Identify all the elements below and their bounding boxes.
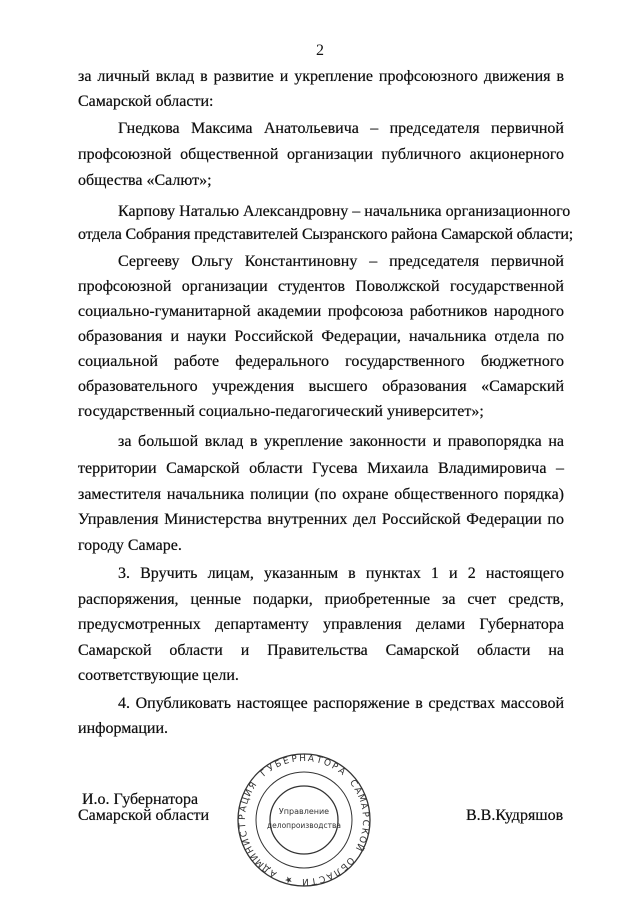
stamp-ring-char: ★ (283, 873, 294, 885)
text-line: территории Самарской области Гусева Михаила Владимировича – (78, 460, 564, 477)
stamp-ring-char: Р (290, 754, 298, 766)
text-line: информации. (78, 720, 169, 737)
stamp-ring-char: С (347, 778, 359, 790)
stamp-ring-char: Р (329, 761, 340, 773)
stamp-center-line1: Управление (278, 807, 330, 816)
text-line: профсоюзной общественной организации публичного акционерного (78, 146, 564, 163)
stamp-ring-char: И (248, 850, 262, 862)
text-line: государственный социально-педагогический университет»; (78, 403, 484, 420)
stamp-ring-char: С (238, 829, 251, 838)
stamp-ring-char: А (238, 805, 250, 813)
stamp-center-line2: делопроизводства (266, 821, 341, 830)
text-line: соответствующие цели. (78, 667, 239, 684)
stamp-ring-char: Т (238, 822, 249, 829)
text-line: отдела Собрания представителей Сызранского района Самарской области; (78, 226, 573, 243)
stamp-ring-char: Р (359, 811, 370, 818)
text-line: предусмотренных департаменту управления делами Губернатора (78, 616, 564, 633)
stamp-ring-char: Р (237, 814, 249, 821)
stamp-ring-char: Б (273, 758, 284, 771)
text-line: социальной работе федерального государственного бюджетного (78, 353, 564, 370)
page-number: 2 (316, 42, 324, 59)
stamp-ring-char: И (243, 787, 256, 799)
stamp-ring-char: Н (299, 753, 307, 765)
stamp-ring-char: А (307, 754, 315, 765)
text-line: 4. Опубликовать настоящее распоряжение в средствах массовой (118, 695, 564, 712)
stamp-ring-char: А (268, 866, 279, 879)
text-line: профсоюзной организации студентов Поволжской государственной (78, 278, 564, 295)
stamp-ring-char: А (324, 869, 335, 882)
text-line: городу Самаре. (78, 537, 182, 554)
stamp-ring-char: Л (331, 865, 343, 878)
stamp-ring-char: Й (352, 841, 365, 853)
text-line: Карпову Наталью Александровну – начальника организационного (118, 203, 571, 220)
stamp-ring-char: К (358, 826, 370, 836)
signatory-position-line1: И.о. Губернатора (82, 791, 199, 808)
stamp-ring-char: Д (260, 862, 273, 875)
text-line: образовательного учреждения высшего образования «Самарский (78, 378, 564, 395)
text-line: Самарской области и Правительства Самарской области на (78, 642, 564, 659)
text-line: заместителя начальника полиции (по охране общественного порядка) (78, 486, 564, 503)
stamp-ring-char: А (357, 802, 369, 811)
stamp-ring-char: О (321, 757, 333, 770)
text-line: за большой вклад в укрепление законности и правопорядка на (118, 433, 564, 450)
stamp-ring-char: Т (315, 755, 324, 767)
text-line: 3. Вручить лицам, указанным в пунктах 1 и 2 настоящего (118, 565, 564, 582)
stamp-ring-char: О (343, 854, 356, 867)
text-line: Самарской области: (78, 93, 214, 110)
stamp-ring-char: И (241, 836, 253, 847)
text-line: распоряжения, ценные подарки, приобретенные за счет средств, (78, 591, 564, 608)
stamp-ring-char: А (335, 765, 347, 778)
text-line: Гнедкова Максима Анатольевича – председателя первичной (118, 120, 564, 137)
stamp-ring-char: Б (337, 860, 350, 873)
stamp-ring-char: С (359, 819, 371, 827)
text-line: Сергееву Ольгу Константиновну – председателя первичной (118, 253, 564, 270)
signatory-name: В.В.Кудряшов (466, 807, 564, 824)
stamp-ring-char: Т (310, 874, 318, 886)
stamp-ring-char: Ц (240, 795, 252, 806)
stamp-ring-char: Е (282, 756, 291, 768)
stamp-ring-char: Н (244, 843, 257, 855)
stamp-ring-char: О (356, 834, 368, 845)
stamp-ring-char: С (317, 872, 327, 885)
stamp-ring-char: Я (247, 780, 260, 792)
text-line: социально-гуманитарной академии профсоюза работников народного (78, 303, 564, 320)
stamp-ring-char: М (354, 792, 368, 804)
official-stamp (236, 752, 372, 888)
stamp-ring-char: И (301, 875, 309, 887)
stamp-outer-text (236, 752, 372, 888)
stamp-ring-char: Г (259, 767, 270, 780)
stamp-ring-char (293, 874, 302, 886)
stamp-ring-char: М (254, 856, 267, 869)
stamp-ring-char: У (266, 762, 277, 775)
text-line: образования и науки Российской Федерации, начальника отдела по (78, 328, 564, 345)
stamp-ring-char: А (351, 785, 364, 796)
text-line: за личный вклад в развитие и укрепление профсоюзного движения в (78, 68, 564, 85)
text-line: Управления Министерства внутренних дел Российской Федерации по (78, 511, 564, 528)
text-line: общества «Салют»; (78, 172, 212, 189)
signatory-position-line2: Самарской области (78, 807, 209, 824)
